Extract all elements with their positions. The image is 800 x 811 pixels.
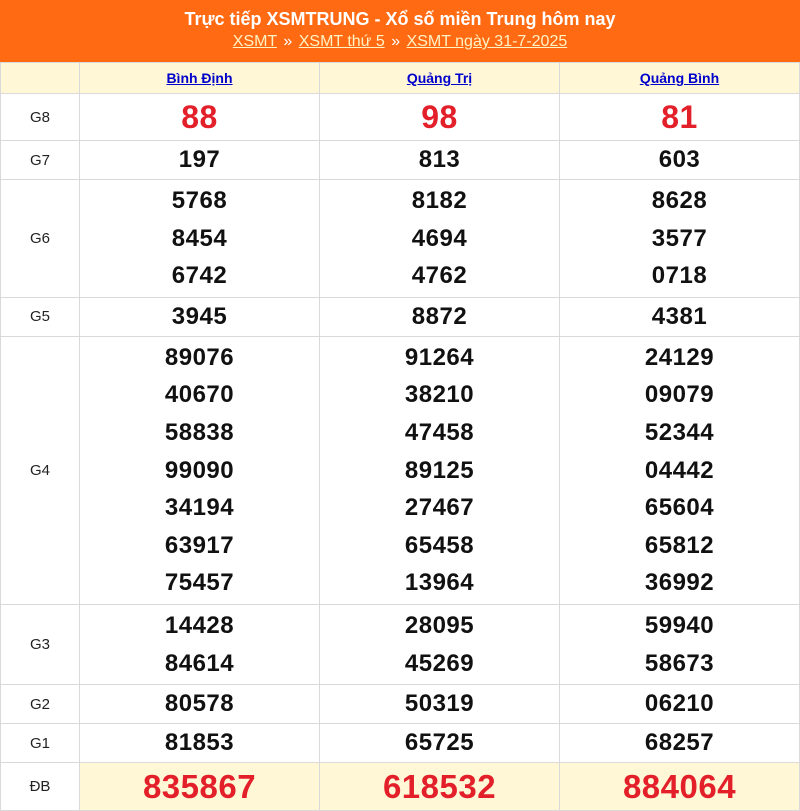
- prize-cell: [80, 141, 320, 180]
- page-title: Trực tiếp XSMTRUNG - Xổ số miền Trung hôm nay: [184, 9, 616, 29]
- breadcrumb-xsmt-date[interactable]: XSMT ngày 31-7-2025: [406, 33, 568, 50]
- prize-label: G7: [1, 141, 80, 180]
- prize-row-g6: [1, 180, 800, 298]
- prize-number: 8872: [411, 302, 468, 330]
- prize-row-g3: [1, 604, 800, 684]
- prize-number: 65458: [404, 531, 475, 559]
- corner-cell: [1, 63, 80, 94]
- prize-label: G5: [1, 297, 80, 336]
- prize-cell: [80, 604, 320, 684]
- prize-number: 6742: [171, 262, 228, 290]
- prize-number: 80578: [164, 690, 235, 718]
- prize-number: 52344: [644, 418, 715, 446]
- prize-number: 91264: [404, 343, 475, 371]
- prize-number: 89076: [164, 343, 235, 371]
- prize-number: 835867: [142, 768, 257, 806]
- prize-number: 3577: [651, 224, 708, 252]
- prize-number: 65725: [404, 729, 475, 757]
- prize-cell: [560, 604, 800, 684]
- province-link-quang-binh[interactable]: Quảng Bình: [639, 70, 720, 86]
- prize-number: 98: [421, 99, 458, 135]
- prize-cell: [80, 763, 320, 811]
- prize-cell: [80, 297, 320, 336]
- breadcrumb-separator: »: [283, 33, 293, 50]
- prize-label: G8: [1, 94, 80, 141]
- prize-cell: [320, 685, 560, 724]
- prize-cell: [560, 141, 800, 180]
- province-link-binh-dinh[interactable]: Bình Định: [166, 70, 233, 86]
- province-header-row: [1, 63, 800, 94]
- prize-label: ĐB: [1, 763, 80, 811]
- prize-number: 81: [661, 99, 698, 135]
- prize-number: 40670: [164, 381, 235, 409]
- prize-cell: [80, 180, 320, 298]
- prize-number: 5768: [171, 187, 228, 214]
- prize-number: 58673: [644, 649, 715, 677]
- prize-number: 89125: [404, 456, 475, 484]
- page-header: [0, 0, 800, 62]
- prize-row-g4: [1, 336, 800, 604]
- prize-cell: [560, 297, 800, 336]
- prize-number: 88: [181, 99, 218, 135]
- prize-number: 884064: [622, 768, 737, 806]
- prize-number: 8182: [411, 187, 468, 214]
- prize-number: 63917: [164, 531, 235, 559]
- prize-number: 65604: [644, 494, 715, 522]
- prize-number: 81853: [164, 729, 235, 757]
- province-header: [320, 63, 560, 94]
- prize-cell: [560, 685, 800, 724]
- prize-number: 36992: [644, 569, 715, 597]
- prize-cell: [560, 94, 800, 141]
- prize-number: 27467: [404, 494, 475, 522]
- prize-label: G1: [1, 724, 80, 763]
- prize-number: 618532: [382, 768, 497, 806]
- prize-number: 34194: [164, 494, 235, 522]
- results-table: [0, 62, 800, 811]
- prize-number: 8454: [171, 224, 228, 252]
- prize-cell: [320, 180, 560, 298]
- breadcrumb: [0, 31, 800, 53]
- prize-cell: [320, 763, 560, 811]
- prize-number: 28095: [404, 611, 475, 639]
- prize-table-body: [1, 94, 800, 811]
- prize-number: 65812: [644, 531, 715, 559]
- prize-number: 0718: [651, 262, 708, 290]
- prize-label: G2: [1, 685, 80, 724]
- breadcrumb-separator: »: [391, 33, 401, 50]
- prize-cell: [560, 336, 800, 604]
- prize-number: 47458: [404, 418, 475, 446]
- prize-row-g5: [1, 297, 800, 336]
- prize-number: 3945: [171, 302, 228, 330]
- prize-row-g8: [1, 94, 800, 141]
- prize-number: 45269: [404, 649, 475, 677]
- prize-number: 14428: [164, 611, 235, 639]
- prize-number: 59940: [644, 611, 715, 639]
- prize-number: 04442: [644, 456, 715, 484]
- prize-number: 50319: [404, 690, 475, 718]
- prize-number: 4381: [651, 302, 708, 330]
- prize-cell: [320, 604, 560, 684]
- prize-number: 06210: [644, 690, 715, 718]
- prize-number: 197: [178, 146, 221, 173]
- prize-number: 4694: [411, 224, 468, 252]
- prize-row-g7: [1, 141, 800, 180]
- prize-number: 13964: [404, 569, 475, 597]
- prize-number: 75457: [164, 569, 235, 597]
- breadcrumb-xsmt-thu5[interactable]: XSMT thứ 5: [298, 33, 385, 50]
- prize-number: 99090: [164, 456, 235, 484]
- province-header: [80, 63, 320, 94]
- prize-number: 09079: [644, 381, 715, 409]
- prize-cell: [560, 180, 800, 298]
- prize-number: 4762: [411, 262, 468, 290]
- prize-number: 603: [658, 146, 701, 173]
- prize-cell: [320, 94, 560, 141]
- prize-cell: [560, 724, 800, 763]
- prize-number: 68257: [644, 729, 715, 757]
- prize-number: 24129: [644, 343, 715, 371]
- prize-cell: [560, 763, 800, 811]
- prize-cell: [320, 724, 560, 763]
- prize-label: G3: [1, 604, 80, 684]
- prize-cell: [80, 685, 320, 724]
- prize-label: G4: [1, 336, 80, 604]
- province-link-quang-tri[interactable]: Quảng Trị: [406, 70, 473, 86]
- prize-number: 84614: [164, 649, 235, 677]
- prize-cell: [320, 141, 560, 180]
- prize-number: 38210: [404, 381, 475, 409]
- prize-label: G6: [1, 180, 80, 298]
- prize-row-đb: [1, 763, 800, 811]
- prize-cell: [80, 94, 320, 141]
- prize-number: 813: [418, 146, 461, 173]
- breadcrumb-xsmt[interactable]: XSMT: [232, 33, 277, 50]
- prize-cell: [80, 336, 320, 604]
- prize-row-g2: [1, 685, 800, 724]
- prize-number: 8628: [651, 187, 708, 214]
- prize-row-g1: [1, 724, 800, 763]
- prize-number: 58838: [164, 418, 235, 446]
- prize-cell: [80, 724, 320, 763]
- province-header: [560, 63, 800, 94]
- prize-cell: [320, 336, 560, 604]
- prize-cell: [320, 297, 560, 336]
